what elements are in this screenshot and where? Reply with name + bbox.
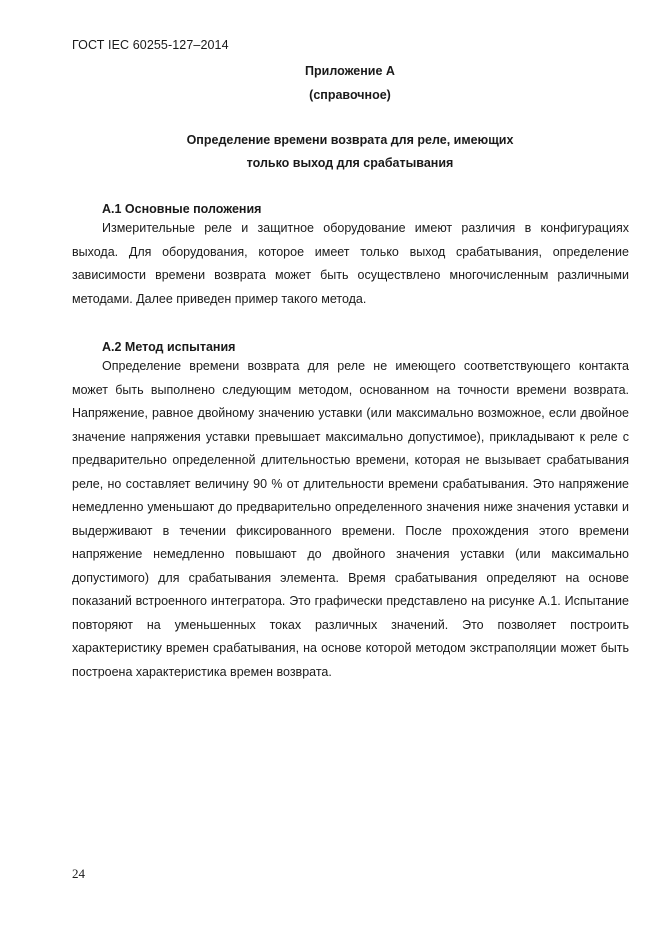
- section-heading-a2: А.2 Метод испытания: [102, 340, 236, 354]
- page-number: 24: [72, 866, 85, 881]
- section-a2-paragraph: Определение времени возврата для реле не имеющего соответствующего контакта может быть выполнено следующим методом, основанном на точности времени возврата. Напряжение, равное двойному значению уставки (или максимально возможное, если двойное значение напряжения уставки превышает максимально допустимое), прикладывают к реле с предварительно определенной длительностью времени, которая не вызывает срабатывания реле, но составляет величину 90 % от длительности времени срабатывания. Это напряжение немедленно уменьшают до предварительно определенного значения ниже значения уставки и выдерживают в течении фиксированного времени. После прохождения этого времени напряжение немедленно повышают до двойного значения уставки (или максимально допустимого) для срабатывания элемента. Время срабатывания определяют на основе показаний встроенного интегратора. Это графически представлено на рисунке А.1. Испытание повторяют на уменьшенных токах различных значений. Это позволяет построить характеристику времен срабатывания, на основе которой методом экстраполяции может быть построена характеристика времен возврата.: [72, 359, 629, 679]
- document-header: ГОСТ IEC 60255-127–2014: [72, 38, 229, 52]
- appendix-label: Приложение А: [305, 64, 395, 78]
- appendix-title-line-1: Определение времени возврата для реле, имеющих: [186, 133, 514, 147]
- appendix-title-line-2: только выход для срабатывания: [246, 156, 454, 170]
- appendix-type: (справочное): [309, 88, 391, 102]
- section-a1-paragraph: Измерительные реле и защитное оборудование имеют различия в конфигурациях выхода. Для оборудования, которое имеет только выход срабатывания, определение зависимости времени возврата может быть осуществлено многочисленным различными методами. Далее приведен пример такого метода.: [72, 221, 629, 306]
- section-heading-a1: А.1 Основные положения: [102, 202, 262, 216]
